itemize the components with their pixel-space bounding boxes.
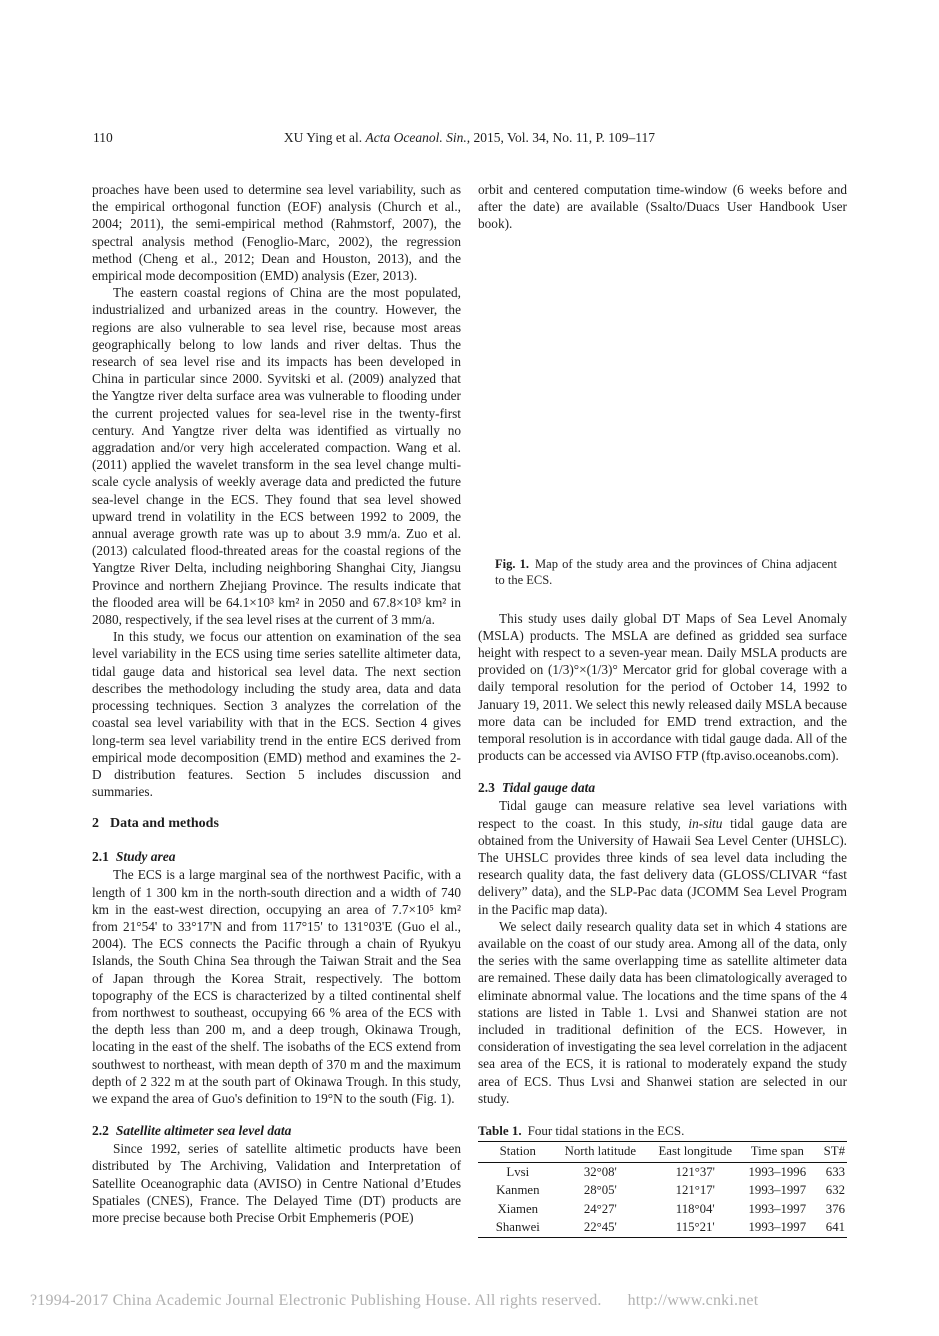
in-situ-term: in-situ [688,815,723,831]
copyright-text: ?1994-2017 China Academic Journal Electronic Publishing House. All rights reserved. [30,1292,602,1309]
figure-1-caption [495,556,837,589]
paragraph-station-selection: We select daily research quality data set in which 4 stations are available on the coast of our study area. Among all of the data, only the series with the same overlapping time as satellite altimeter data are remained. These daily data has been climatologically averaged to eliminate abnormal value. The locations and the time spans of the 4 stations are listed in Table 1. Lvsi and Shanwei station are not included in traditional definition of the ECS. However, in consideration of investigating the sea level correlation in the adjacent sea area of the ECS, it is rational to moderately expand the study area of ECS. Thus Lvsi and Shanwei station are selected in our study. [478,918,847,1106]
subsection-number: 2.3 [478,780,495,796]
paragraph-study-area: The ECS is a large marginal sea of the northwest Pacific, with a length of 1 300 km in the north-south direction and a width of 740 km in the east-west direction, occupying an area of 7.7×10⁵ km² from 21°54' to 33°17'N and from 117°15' to 131°03'E (Guo el al., 2004). The ECS connects the Pacific through a chain of Ryukyu Islands, the South China Sea through the Taiwan Strait and the Sea of Japan through the Korea Strait, respectively. The bottom topography of the ECS is characterized by a tilted continental shelf from northwest to southeast, occupying 66 % area of the ECS with the depth less than 200 m, and a deep trough, Okinawa Trough, locating in the east of the shelf. The isobaths of the ECS extend from southwest to northeast, with mean depth of 370 m and the maximum depth of 2 322 m at the south part of Okinawa Trough. In this study, we expand the area of Guo's definition to 19°N to the south (Fig. 1). [92,867,461,1106]
column-header-north-latitude: North latitude [558,1142,643,1163]
table-header-row [478,1142,847,1163]
paragraph-tidal-gauge [478,797,847,917]
paragraph-msla-products: This study uses daily global DT Maps of Sea Level Anomaly (MSLA) products. The MSLA are defined as gridded sea surface height with respect to a seven-year mean. Daily MSLA products are provided on (1/3)°×(1/3)° Mercator grid for global coverage with a daily temporal resolution for the period of October 14, 1992 to January 19, 2011. We select this newly released daily MSLA because more data can be included for EMD trend extraction, and the temporal resolution is in accordance with tidal gauge dada. All of the products can be accessed via AVISO FTP (ftp.aviso.oceanobs.com). [478,610,847,764]
cell-latitude: 24°27' [583,1201,617,1216]
paragraph-satellite-products: Since 1992, series of satellite altimetic products have been distributed by The Archiving, Validation and Interpretation of Satellite Oceanographic data (AVISO) in Centre National d’Etudes Spatiales (CNES), France. The Delayed Time (DT) products are more precise because both Precise Orbit Emphemeris (POE) [92,1141,461,1225]
tidal-gauge-text: Tidal gauge can measure relative sea level variations with respect to the coast. In this study, [478,798,847,831]
cell-longitude: 121°17' [675,1183,715,1198]
subsection-title: Tidal gauge data [501,780,596,796]
table-row [478,1182,847,1201]
section-heading-data-and-methods [92,815,461,833]
cell-timespan: 1993–1997 [748,1183,807,1198]
cell-st-number: 632 [825,1183,845,1198]
cell-st-number: 633 [825,1164,845,1179]
citation-authors: XU Ying et al. [283,130,366,145]
paragraph-intro-continuation: proaches have been used to determine sea level variability, such as the empirical orthogonal function (EOF) analysis (Church et al., 2004; 2011), the semi-empirical method (Rahmstorf, 2007), the spectral analysis method (Fenoglio-Marc, 2002), the regression method (Cheng et al., 2012; Dean and Houston, 2013), and the empirical mode decomposition (EMD) analysis (Ezer, 2013). [92,182,461,284]
subsection-title: Study area [115,849,176,865]
subsection-number: 2.1 [92,849,109,865]
tidal-stations-table [478,1141,847,1238]
cnki-url: http://www.cnki.net [627,1292,759,1309]
column-header-station: Station [478,1142,558,1163]
citation-details: , 2015, Vol. 34, No. 11, P. 109–117 [466,130,656,145]
column-header-st-number: ST# [807,1142,847,1163]
right-column [478,181,847,1238]
cell-longitude: 118°04' [675,1201,715,1216]
running-head [0,130,939,146]
cell-latitude: 28°05' [583,1183,617,1198]
subsection-heading-tidal-gauge [478,779,847,796]
cnki-copyright-footer [30,1292,910,1310]
subsection-number: 2.2 [92,1123,109,1139]
subsection-heading-satellite-altimeter [92,1122,461,1139]
cell-station: Xiamen [497,1201,539,1216]
cell-station: Kanmen [496,1183,540,1198]
cell-timespan: 1993–1996 [748,1164,807,1179]
cell-timespan: 1993–1997 [747,1219,807,1238]
cell-latitude: 22°45' [558,1219,643,1238]
table-row [478,1219,847,1238]
cell-st-number: 376 [825,1201,845,1216]
table-row [478,1200,847,1219]
figure-1-map [478,233,847,556]
cell-station: Shanwei [478,1219,558,1238]
paragraph-orbit-continuation: orbit and centered computation time-window (6 weeks before and after the date) are available (Ssalto/Duacs User Handbook User book). [478,182,847,232]
table-1-caption [478,1122,847,1139]
tidal-gauge-text: tidal gauge data are obtained from the University of Hawaii Sea Level Center (UHSLC). The UHSLC provides three kinds of sea level data including the research quality data, the fast delivery data (GLOSS/CLIVAR “fast delivery” data), and the SLP-Pac data (JCOMM Sea Level Program in the Pacific map data). [478,815,848,917]
cell-station: Lvsi [506,1164,530,1179]
table-caption-text: Four tidal stations in the ECS. [527,1123,685,1139]
table-label: Table 1. [478,1123,522,1139]
figure-label: Fig. 1. [495,556,530,571]
section-title: Data and methods [110,816,219,832]
cell-st-number: 641 [807,1219,847,1238]
cell-longitude: 121°37' [675,1164,715,1179]
cell-latitude: 32°08' [583,1164,617,1179]
column-header-time-span: Time span [747,1142,807,1163]
section-number: 2 [92,816,99,832]
column-header-east-longitude: East longitude [643,1142,747,1163]
figure-caption-text: Map of the study area and the provinces of China adjacent to the ECS. [495,556,837,588]
cell-timespan: 1993–1997 [748,1201,807,1216]
journal-name: Acta Oceanol. Sin. [365,130,467,145]
paragraph-coastal-regions: The eastern coastal regions of China are the most populated, industrialized and urbanized areas in the country. However, the regions are also vulnerable to sea level rise, because most areas geographically belong to low lands and river deltas. Thus the research of sea level rise and its impacts has been developed in China in particular since 2000. Syvitski et al. (2009) analyzed that the Yangtze river delta surface area was vulnerable to flooding under the current projected values for sea-level rise in the twenty-first century. And Yangtze river delta was identified as virtually no aggradation and/or very high accelerated compaction. Wang et al. (2011) applied the wavelet transform in the sea level change multi-scale cycle analysis of weekly average data and predicted the future sea-level change in the ECS. They found that sea level showed upward trend in volatility in the ECS between 1992 to 2009, the annual average growth rate was up to about 3.9 mm/a. Zuo et al. (2013) calculated flood-threated areas for the coastal regions of the Yangtze River Delta, including neighboring Shanghai City, Jiangsu Province and northern Zhejiang Province. The results indicate that the flooded area will be 64.1×10³ km² in 2050 and 67.8×10³ km² in 2080, respectively, if the sea level rises at the current of 3 mm/a. [92,285,461,628]
table-row [478,1163,847,1182]
left-column [92,181,461,1226]
subsection-title: Satellite altimeter sea level data [115,1123,292,1139]
subsection-heading-study-area [92,848,461,865]
paragraph-study-outline: In this study, we focus our attention on examination of the sea level variability in the ECS using time series satellite altimeter data, tidal gauge data and historical sea level data. The next section describes the methodology including the study area, data and data processing techniques. Section 3 analyzes the correlation of the coastal sea level variability with that in the ECS. Section 4 gives long-term sea level variability trend in the entire ECS derived from empirical mode decomposition (EMD) method and examines the 2-D distribution features. Section 5 includes discussion and summaries. [92,629,461,800]
page-number: 110 [93,130,113,145]
cell-longitude: 115°21' [643,1219,747,1238]
